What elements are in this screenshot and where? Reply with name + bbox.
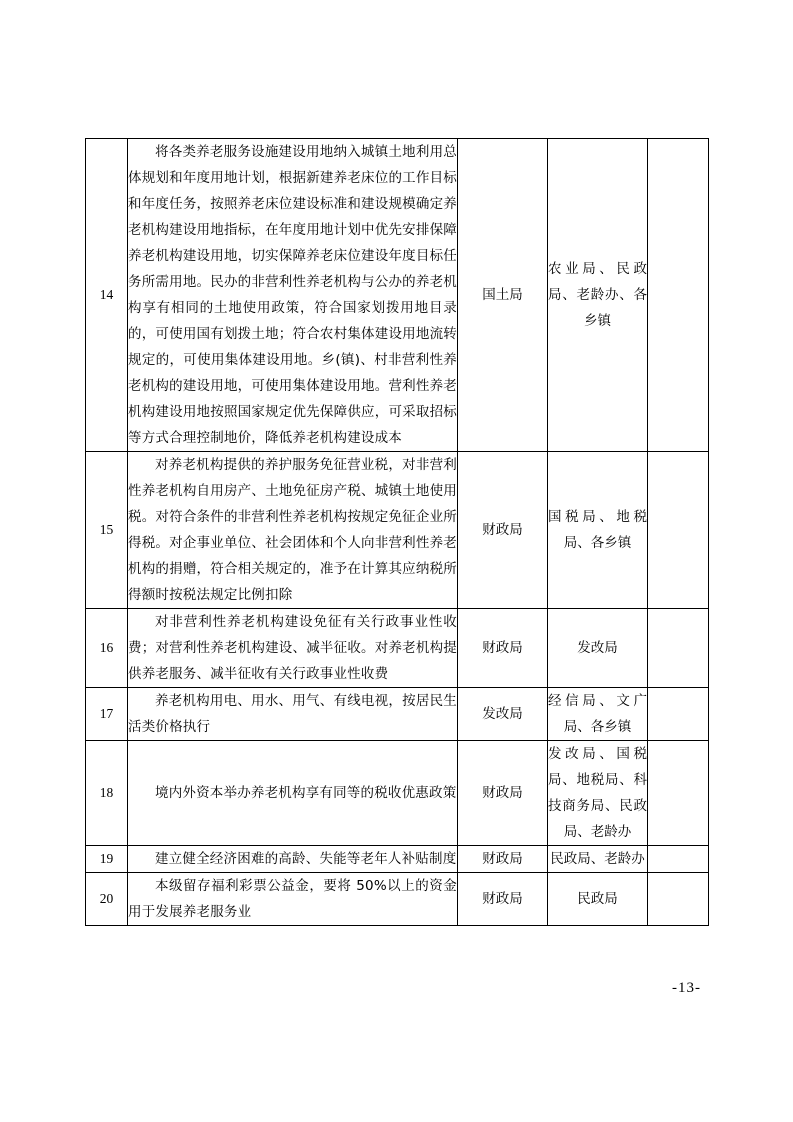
table-row bbox=[86, 139, 709, 452]
row-extra bbox=[648, 846, 709, 873]
row-coop-unit: 民政局、老龄办 bbox=[548, 846, 648, 873]
row-extra bbox=[648, 139, 709, 452]
row-number: 15 bbox=[86, 452, 128, 609]
row-number: 19 bbox=[86, 846, 128, 873]
row-number: 18 bbox=[86, 741, 128, 846]
row-extra bbox=[648, 609, 709, 688]
row-lead-unit: 财政局 bbox=[458, 609, 548, 688]
table-row bbox=[86, 688, 709, 741]
row-coop-unit: 民政局 bbox=[548, 873, 648, 926]
table-row bbox=[86, 609, 709, 688]
row-coop-unit: 发改局 bbox=[548, 609, 648, 688]
row-number: 20 bbox=[86, 873, 128, 926]
row-task: 养老机构用电、用水、用气、有线电视，按居民生活类价格执行 bbox=[128, 688, 458, 741]
row-coop-unit: 发改局、国税局、地税局、科技商务局、民政局、老龄办 bbox=[548, 741, 648, 846]
table-row bbox=[86, 846, 709, 873]
row-task: 建立健全经济困难的高龄、失能等老年人补贴制度 bbox=[128, 846, 458, 873]
table-row bbox=[86, 452, 709, 609]
row-lead-unit: 财政局 bbox=[458, 873, 548, 926]
row-number: 16 bbox=[86, 609, 128, 688]
row-lead-unit: 财政局 bbox=[458, 741, 548, 846]
row-extra bbox=[648, 452, 709, 609]
row-task: 将各类养老服务设施建设用地纳入城镇土地利用总体规划和年度用地计划，根据新建养老床位的工作目标和年度任务，按照养老床位建设标准和建设规模确定养老机构建设用地指标，在年度用地计划中优先安排保障养老机构建设用地，切实保障养老床位建设年度目标任务所需用地。民办的非营利性养老机构与公办的养老机构享有相同的土地使用政策，符合国家划拨用地目录的，可使用国有划拨土地；符合农村集体建设用地流转规定的，可使用集体建设用地。乡(镇)、村非营利性养老机构的建设用地，可使用集体建设用地。营利性养老机构建设用地按照国家规定优先保障供应，可采取招标等方式合理控制地价，降低养老机构建设成本 bbox=[128, 139, 458, 452]
row-coop-unit: 国税局、地税局、各乡镇 bbox=[548, 452, 648, 609]
row-coop-unit: 农业局、民政局、老龄办、各乡镇 bbox=[548, 139, 648, 452]
row-task: 本级留存福利彩票公益金，要将 50%以上的资金用于发展养老服务业 bbox=[128, 873, 458, 926]
row-coop-unit: 经信局、文广局、各乡镇 bbox=[548, 688, 648, 741]
row-lead-unit: 国土局 bbox=[458, 139, 548, 452]
row-number: 14 bbox=[86, 139, 128, 452]
task-assignment-table bbox=[85, 138, 709, 926]
row-extra bbox=[648, 873, 709, 926]
row-number: 17 bbox=[86, 688, 128, 741]
page-number: -13- bbox=[672, 980, 701, 996]
table-row bbox=[86, 741, 709, 846]
row-task: 对非营利性养老机构建设免征有关行政事业性收费；对营利性养老机构建设、减半征收。对养老机构提供养老服务、减半征收有关行政事业性收费 bbox=[128, 609, 458, 688]
row-lead-unit: 发改局 bbox=[458, 688, 548, 741]
table-row bbox=[86, 873, 709, 926]
row-lead-unit: 财政局 bbox=[458, 452, 548, 609]
row-lead-unit: 财政局 bbox=[458, 846, 548, 873]
row-task: 境内外资本举办养老机构享有同等的税收优惠政策 bbox=[128, 741, 458, 846]
row-extra bbox=[648, 741, 709, 846]
row-extra bbox=[648, 688, 709, 741]
row-task: 对养老机构提供的养护服务免征营业税，对非营利性养老机构自用房产、土地免征房产税、城镇土地使用税。对符合条件的非营利性养老机构按规定免征企业所得税。对企事业单位、社会团体和个人向非营利性养老机构的捐赠，符合相关规定的，准予在计算其应纳税所得额时按税法规定比例扣除 bbox=[128, 452, 458, 609]
